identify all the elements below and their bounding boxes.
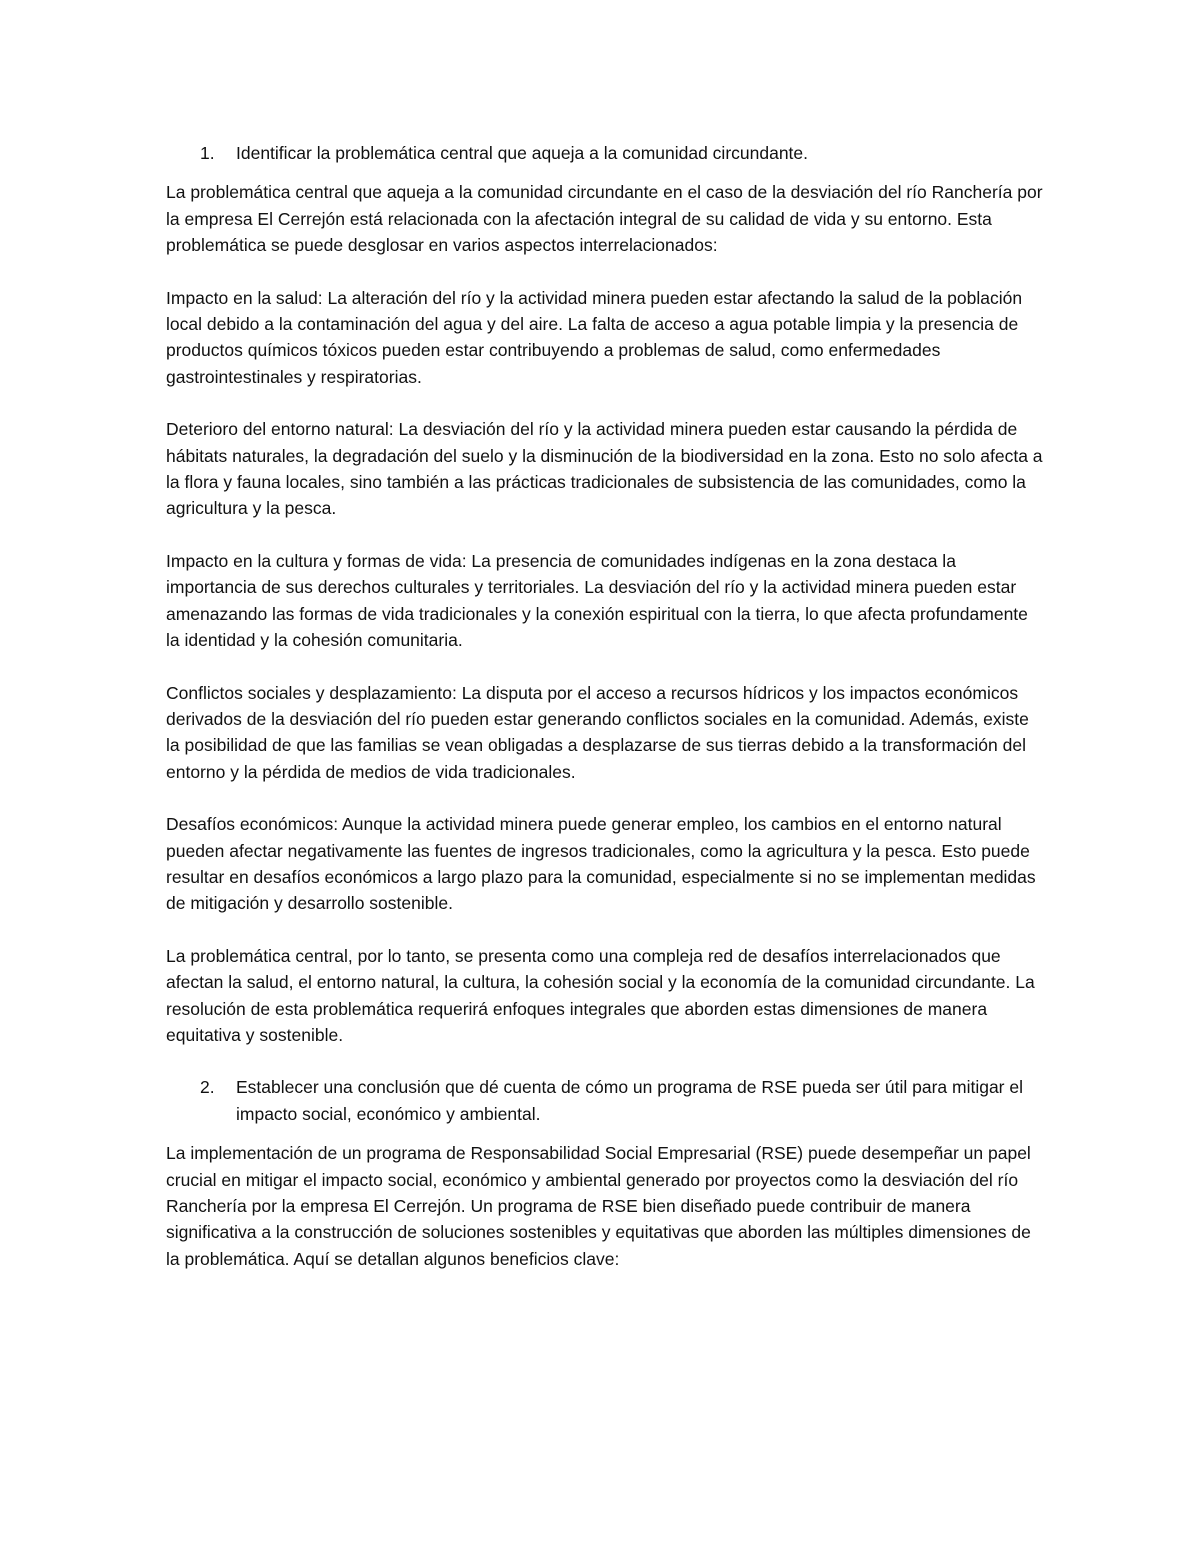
paragraph-conclusion-1: La problemática central, por lo tanto, se presenta como una compleja red de desafíos interrelacionados que afectan la salud, el entorno natural, la cultura, la cohesión social y la economía de la comunidad circundante. La resolución de esta problemática requerirá enfoques integrales que aborden estas dimensiones de manera equitativa y sostenible. xyxy=(166,945,1035,1045)
section-2-heading xyxy=(166,1074,1046,1127)
section-1-heading xyxy=(166,140,1046,166)
list-number-2: 2. xyxy=(200,1077,215,1098)
document-body xyxy=(166,140,1046,1298)
paragraph-intro: La problemática central que aqueja a la comunidad circundante en el caso de la desviación del río Ranchería por la empresa El Cerrejón está relacionada con la afectación integral de su calidad de vida y su entorno. Esta problemática se puede desglosar en varios aspectos interrelacionados: xyxy=(166,182,1043,256)
section-1-heading-text: Identificar la problemática central que aqueja a la comunidad circundante. xyxy=(236,143,809,163)
paragraph-social-conflicts: Conflictos sociales y desplazamiento: La disputa por el acceso a recursos hídricos y los impactos económicos derivados de la desviación del río pueden estar generando conflictos sociales en la comunidad. Además, existe la posibilidad de que las familias se vean obligadas a desplazarse de sus tierras debido a la transformación del entorno y la pérdida de medios de vida tradicionales. xyxy=(166,682,1029,782)
paragraph-rse: La implementación de un programa de Responsabilidad Social Empresarial (RSE) puede desempeñar un papel crucial en mitigar el impacto social, económico y ambiental generado por proyectos como la desviación del río Ranchería por la empresa El Cerrejón. Un programa de RSE bien diseñado puede contribuir de manera significativa a la construcción de soluciones sostenibles y equitativas que aborden las múltiples dimensiones de la problemática. Aquí se detallan algunos beneficios clave: xyxy=(166,1143,1031,1269)
paragraph-economic-challenges: Desafíos económicos: Aunque la actividad minera puede generar empleo, los cambios en el entorno natural pueden afectar negativamente las fuentes de ingresos tradicionales, como la agricultura y la pesca. Esto puede resultar en desafíos económicos a largo plazo para la comunidad, especialmente si no se implementan medidas de mitigación y desarrollo sostenible. xyxy=(166,814,1036,914)
list-number-1: 1. xyxy=(200,143,215,163)
paragraph-culture: Impacto en la cultura y formas de vida: La presencia de comunidades indígenas en la zona destaca la importancia de sus derechos culturales y territoriales. La desviación del río y la actividad minera pueden estar amenazando las formas de vida tradicionales y la conexión espiritual con la tierra, lo que afecta profundamente la identidad y la cohesión comunitaria. xyxy=(166,550,1028,651)
paragraph-environment: Deterioro del entorno natural: La desviación del río y la actividad minera pueden estar causando la pérdida de hábitats naturales, la degradación del suelo y la disminución de la biodiversidad en la zona. Esto no solo afecta a la flora y fauna locales, sino también a las prácticas tradicionales de subsistencia de las comunidades, como la agricultura y la pesca. xyxy=(166,419,1043,519)
section-2-heading-text: Establecer una conclusión que dé cuenta de cómo un programa de RSE pueda ser útil para mitigar el impacto social, económico y ambiental. xyxy=(236,1077,1023,1124)
paragraph-health-impact: Impacto en la salud: La alteración del río y la actividad minera pueden estar afectando la salud de la población local debido a la contaminación del agua y del aire. La falta de acceso a agua potable limpia y la presencia de productos químicos tóxicos pueden estar contribuyendo a problemas de salud, como enfermedades gastrointestinales y respiratorias. xyxy=(166,287,1023,387)
